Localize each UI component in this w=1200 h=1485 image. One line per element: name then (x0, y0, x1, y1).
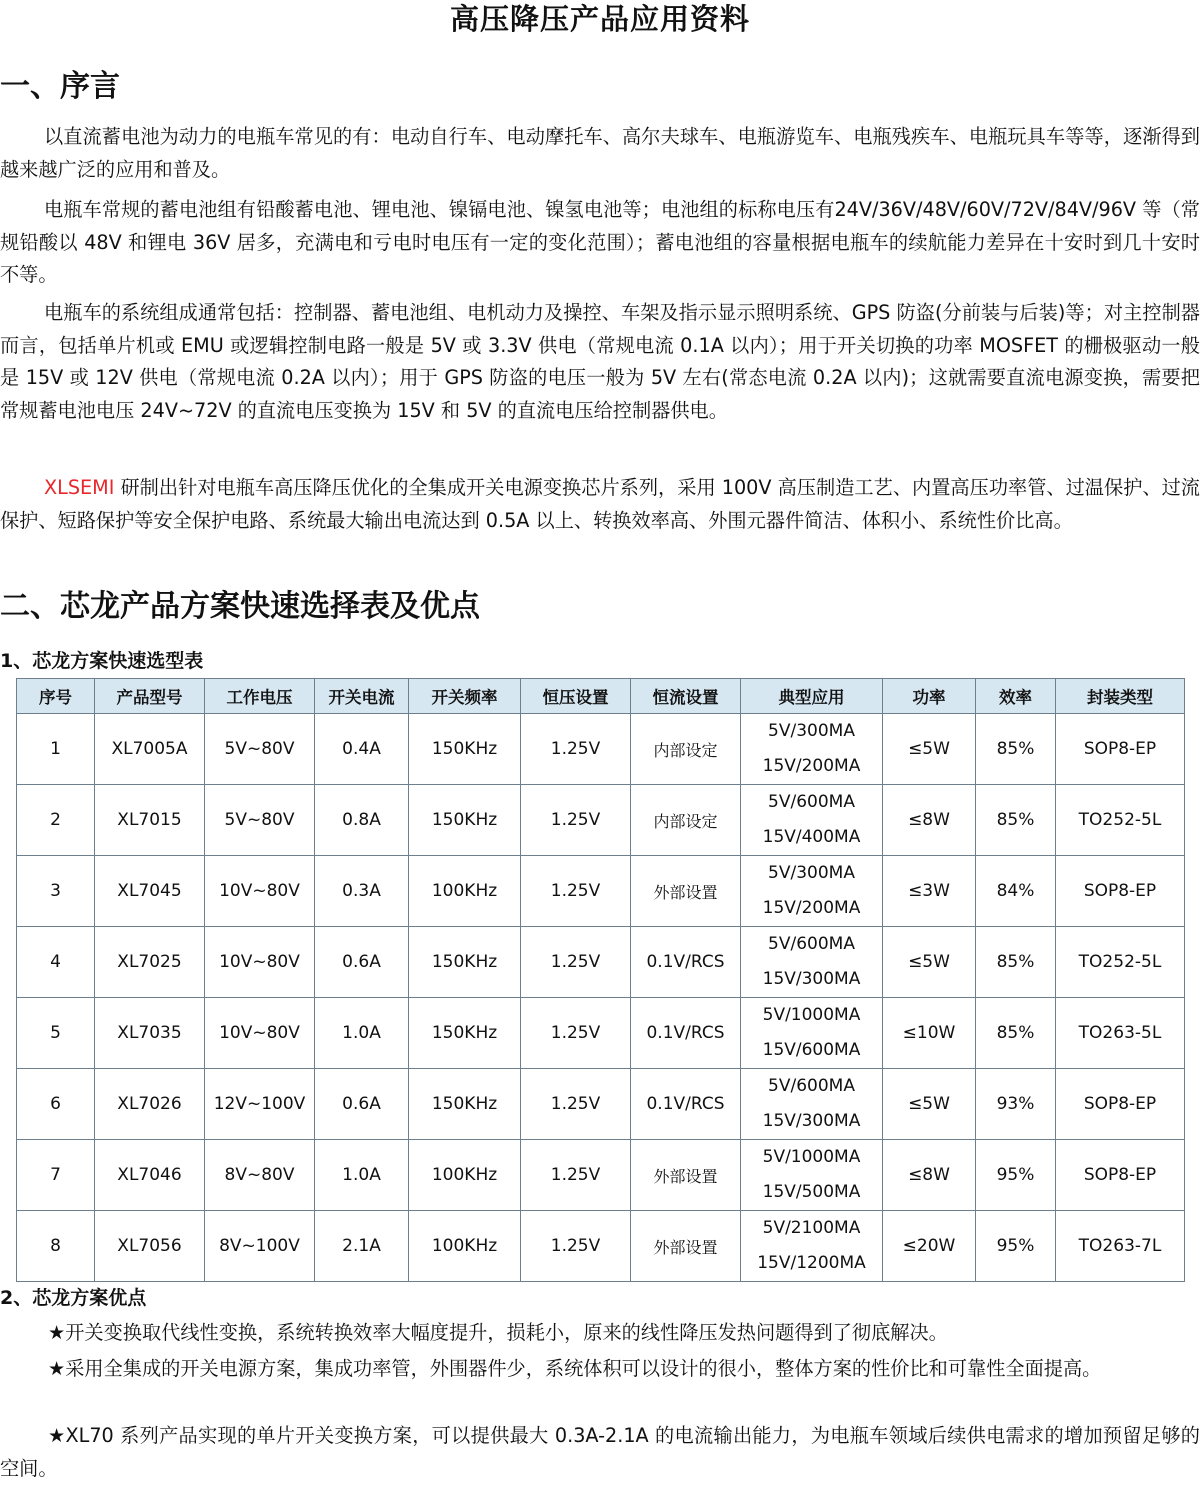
cell-current: 0.8A (315, 785, 409, 856)
product-selection-table (16, 678, 1185, 1282)
document-title: 高压降压产品应用资料 (449, 2, 750, 36)
cell-cc: 0.1V/RCS (631, 1069, 741, 1140)
header-efficiency: 效率 (976, 679, 1056, 714)
cell-current: 0.6A (315, 1069, 409, 1140)
cell-no: 8 (17, 1211, 95, 1282)
cell-package: TO252-5L (1056, 927, 1185, 998)
cell-cc: 0.1V/RCS (631, 927, 741, 998)
cell-cv: 1.25V (521, 856, 631, 927)
cell-cc: 外部设置 (631, 1140, 741, 1211)
preface-paragraph-1: 以直流蓄电池为动力的电瓶车常见的有：电动自行车、电动摩托车、高尔夫球车、电瓶游览车、电瓶残疾车、电瓶玩具车等等，逐渐得到越来越广泛的应用和普及。 (0, 125, 1200, 181)
cell-cv: 1.25V (521, 714, 631, 785)
table-row (17, 1069, 1185, 1140)
application-line-1: 5V/600MA (768, 934, 855, 954)
cell-power: ≤5W (883, 927, 976, 998)
table-row (17, 998, 1185, 1069)
table-header-row (17, 679, 1185, 714)
cell-current: 1.0A (315, 998, 409, 1069)
cell-package: SOP8-EP (1056, 1069, 1185, 1140)
cell-package: SOP8-EP (1056, 1140, 1185, 1211)
cell-cc: 外部设置 (631, 856, 741, 927)
cell-frequency: 100KHz (409, 1140, 521, 1211)
cell-no: 3 (17, 856, 95, 927)
cell-efficiency: 85% (976, 714, 1056, 785)
header-model: 产品型号 (95, 679, 205, 714)
header-package: 封装类型 (1056, 679, 1185, 714)
cell-efficiency: 93% (976, 1069, 1056, 1140)
table-row (17, 856, 1185, 927)
application-line-2: 15V/300MA (762, 1111, 861, 1131)
cell-current: 0.6A (315, 927, 409, 998)
cell-application (741, 1211, 883, 1282)
cell-no: 5 (17, 998, 95, 1069)
header-cc-setting: 恒流设置 (631, 679, 741, 714)
header-cv-setting: 恒压设置 (521, 679, 631, 714)
cell-package: SOP8-EP (1056, 856, 1185, 927)
preface-paragraph-3: 电瓶车的系统组成通常包括：控制器、蓄电池组、电机动力及操控、车架及指示显示照明系统、GPS 防盗(分前装与后装)等；对主控制器而言，包括单片机或 EMU 或逻辑控制电路一般是 5V 或 3.3V 供电（常规电流 0.1A 以内）；用于开关切换的功率 MOSFET 的栅极驱动一般是 15V 或 12V 供电（常规电流 0.2A 以内）；用于 GPS 防盗的电压一般为 5V 左右(常态电流 0.2A 以内)；这就需要直流电源变换，需要把常规蓄电池电压 24V~72V 的直流电压变换为 15V 和 5V 的直流电压给控制器供电。 (0, 301, 1200, 422)
cell-application (741, 1140, 883, 1211)
cell-voltage: 10V~80V (205, 927, 315, 998)
header-power: 功率 (883, 679, 976, 714)
cell-current: 1.0A (315, 1140, 409, 1211)
brand-name: XLSEMI (44, 476, 115, 499)
cell-model: XL7025 (95, 927, 205, 998)
application-line-2: 15V/500MA (762, 1182, 861, 1202)
cell-cv: 1.25V (521, 998, 631, 1069)
cell-frequency: 150KHz (409, 1069, 521, 1140)
cell-efficiency: 85% (976, 927, 1056, 998)
table-row (17, 1140, 1185, 1211)
cell-efficiency: 85% (976, 785, 1056, 856)
cell-current: 2.1A (315, 1211, 409, 1282)
cell-power: ≤8W (883, 1140, 976, 1211)
header-typical-application: 典型应用 (741, 679, 883, 714)
table-row (17, 927, 1185, 998)
cell-model: XL7056 (95, 1211, 205, 1282)
cell-cc: 内部设定 (631, 785, 741, 856)
cell-voltage: 5V~80V (205, 785, 315, 856)
cell-model: XL7045 (95, 856, 205, 927)
cell-cv: 1.25V (521, 1140, 631, 1211)
cell-application (741, 1069, 883, 1140)
cell-application (741, 856, 883, 927)
header-switch-frequency: 开关频率 (409, 679, 521, 714)
application-line-2: 15V/200MA (762, 756, 861, 776)
cell-voltage: 10V~80V (205, 998, 315, 1069)
advantages-heading: 2、芯龙方案优点 (0, 1287, 147, 1309)
application-line-1: 5V/2100MA (762, 1218, 861, 1238)
application-line-1: 5V/1000MA (762, 1147, 861, 1167)
cell-voltage: 12V~100V (205, 1069, 315, 1140)
selection-table-heading: 1、芯龙方案快速选型表 (0, 650, 204, 672)
application-line-2: 15V/300MA (762, 969, 861, 989)
cell-power: ≤5W (883, 714, 976, 785)
cell-voltage: 8V~80V (205, 1140, 315, 1211)
cell-application (741, 998, 883, 1069)
application-line-2: 15V/1200MA (757, 1253, 866, 1273)
cell-frequency: 150KHz (409, 927, 521, 998)
cell-power: ≤20W (883, 1211, 976, 1282)
cell-application (741, 785, 883, 856)
cell-power: ≤10W (883, 998, 976, 1069)
cell-current: 0.3A (315, 856, 409, 927)
application-line-2: 15V/200MA (762, 898, 861, 918)
cell-application (741, 927, 883, 998)
cell-current: 0.4A (315, 714, 409, 785)
header-switch-current: 开关电流 (315, 679, 409, 714)
cell-model: XL7046 (95, 1140, 205, 1211)
cell-package: TO263-5L (1056, 998, 1185, 1069)
cell-cc: 0.1V/RCS (631, 998, 741, 1069)
cell-cv: 1.25V (521, 1211, 631, 1282)
cell-voltage: 8V~100V (205, 1211, 315, 1282)
cell-power: ≤5W (883, 1069, 976, 1140)
preface-paragraph-4 (0, 472, 1200, 537)
cell-cc: 外部设置 (631, 1211, 741, 1282)
cell-power: ≤8W (883, 785, 976, 856)
cell-no: 2 (17, 785, 95, 856)
cell-cv: 1.25V (521, 1069, 631, 1140)
cell-package: TO252-5L (1056, 785, 1185, 856)
cell-package: TO263-7L (1056, 1211, 1185, 1282)
application-line-1: 5V/600MA (768, 1076, 855, 1096)
cell-model: XL7015 (95, 785, 205, 856)
cell-model: XL7026 (95, 1069, 205, 1140)
cell-no: 7 (17, 1140, 95, 1211)
cell-frequency: 100KHz (409, 1211, 521, 1282)
cell-no: 6 (17, 1069, 95, 1140)
table-row (17, 1211, 1185, 1282)
section-1-heading: 一、序言 (0, 69, 120, 104)
cell-efficiency: 95% (976, 1211, 1056, 1282)
cell-frequency: 150KHz (409, 998, 521, 1069)
cell-voltage: 10V~80V (205, 856, 315, 927)
table-row (17, 714, 1185, 785)
advantage-item-3: ★XL70 系列产品实现的单片开关变换方案，可以提供最大 0.3A-2.1A 的电流输出能力，为电瓶车领域后续供电需求的增加预留足够的空间。 (0, 1424, 1200, 1480)
application-line-1: 5V/600MA (768, 792, 855, 812)
cell-cv: 1.25V (521, 927, 631, 998)
cell-model: XL7035 (95, 998, 205, 1069)
cell-frequency: 100KHz (409, 856, 521, 927)
application-line-1: 5V/300MA (768, 721, 855, 741)
cell-frequency: 150KHz (409, 714, 521, 785)
cell-application (741, 714, 883, 785)
application-line-1: 5V/1000MA (762, 1005, 861, 1025)
section-2-heading: 二、芯龙产品方案快速选择表及优点 (0, 589, 480, 624)
cell-power: ≤3W (883, 856, 976, 927)
cell-efficiency: 95% (976, 1140, 1056, 1211)
brand-paragraph-text: 研制出针对电瓶车高压降压优化的全集成开关电源变换芯片系列，采用 100V 高压制造工艺、内置高压功率管、过温保护、过流保护、短路保护等安全保护电路、系统最大输出电流达到 0.5A 以上、转换效率高、外围元器件简洁、体积小、系统性价比高。 (0, 476, 1200, 532)
cell-frequency: 150KHz (409, 785, 521, 856)
cell-no: 1 (17, 714, 95, 785)
cell-no: 4 (17, 927, 95, 998)
table-row (17, 785, 1185, 856)
header-voltage: 工作电压 (205, 679, 315, 714)
advantage-item-1: ★开关变换取代线性变换，系统转换效率大幅度提升，损耗小，原来的线性降压发热问题得到了彻底解决。 (48, 1321, 948, 1344)
cell-voltage: 5V~80V (205, 714, 315, 785)
preface-paragraph-2: 电瓶车常规的蓄电池组有铅酸蓄电池、锂电池、镍镉电池、镍氢电池等；电池组的标称电压有24V/36V/48V/60V/72V/84V/96V 等（常规铅酸以 48V 和锂电 36V 居多，充满电和亏电时电压有一定的变化范围）；蓄电池组的容量根据电瓶车的续航能力差异在十安时到几十安时不等。 (0, 198, 1200, 286)
cell-efficiency: 85% (976, 998, 1056, 1069)
cell-cc: 内部设定 (631, 714, 741, 785)
cell-cv: 1.25V (521, 785, 631, 856)
cell-efficiency: 84% (976, 856, 1056, 927)
cell-model: XL7005A (95, 714, 205, 785)
application-line-2: 15V/400MA (762, 827, 861, 847)
application-line-1: 5V/300MA (768, 863, 855, 883)
advantage-item-2: ★采用全集成的开关电源方案，集成功率管，外围器件少，系统体积可以设计的很小，整体方案的性价比和可靠性全面提高。 (48, 1357, 1102, 1380)
application-line-2: 15V/600MA (762, 1040, 861, 1060)
cell-package: SOP8-EP (1056, 714, 1185, 785)
header-no: 序号 (17, 679, 95, 714)
